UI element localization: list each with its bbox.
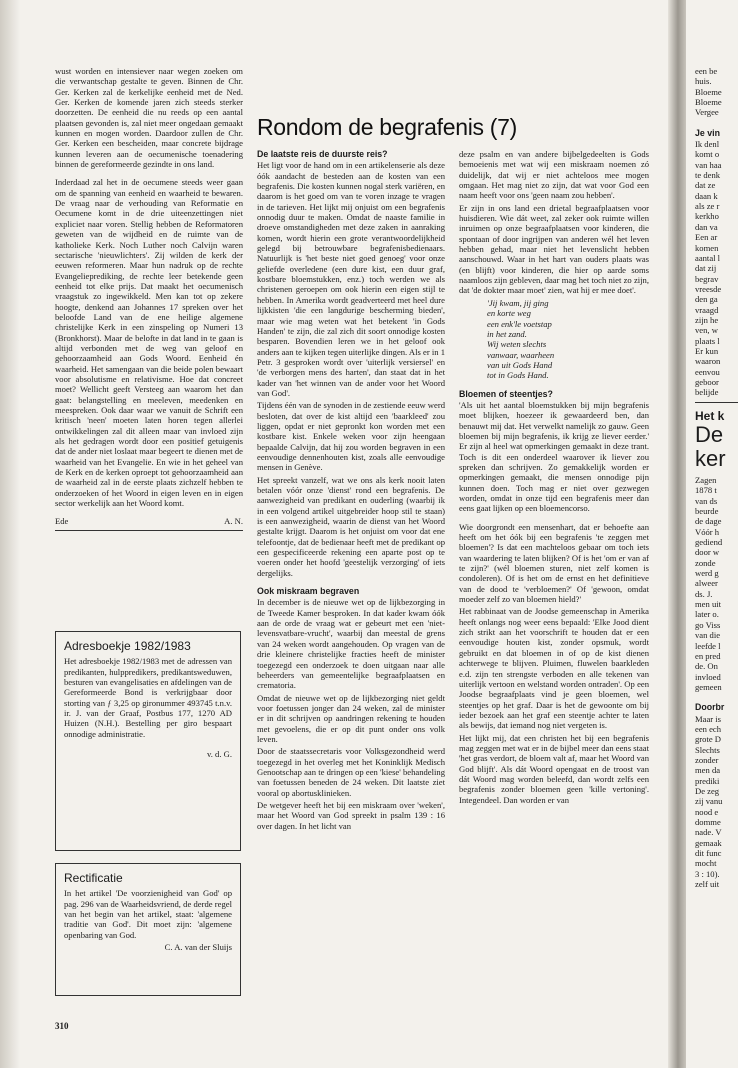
text-line: men da: [695, 765, 721, 776]
text-line: dat ze: [695, 180, 716, 191]
text-line: Bloeme: [695, 86, 722, 97]
text-line: go Viss: [695, 619, 721, 630]
text-line: prediki: [695, 775, 720, 786]
article-column-2: [459, 149, 649, 813]
text-line: de dage: [695, 516, 722, 527]
text-line: men uit: [695, 599, 722, 610]
paragraph: In december is de nieuwe wet op de lijkbezorging in de Tweede Kamer besproken. In dat kader kwam óók aan de orde de vraag wat er gebeurt met een 'niet-levensvatbare-vrucht', waarbij dan meestal de grens van 24 weken wordt aangehouden. Op vragen van de drie kleinere christelijke fracties heeft de minister toegezegd een onderzoek te doen uitgaan naar alle beheerders van gemeentelijke begraafplaatsen en crematoria.: [257, 597, 445, 691]
book-gutter: [668, 0, 686, 1068]
box-text: Het adresboekje 1982/1983 met de adressen van predikanten, hulppredikers, predikantsweduwen, besturen van evangelisaties en afdelingen van de Gereformeerde Bond is verkrijgbaar door storting van ƒ 3,25 op gironummer 493745 t.n.v. ir. J. van der Graaf, Postbus 177, 1270 AD Huizen (N.H.). Bestelling per giro bespaart onnodige administratie.: [64, 656, 232, 739]
text-line: door w: [695, 547, 720, 558]
next-article-kicker: Het k: [695, 408, 725, 423]
text-line: gemaak: [695, 837, 722, 848]
line-group-b: [695, 139, 738, 398]
text-line: Maar is: [695, 713, 722, 724]
paragraph: wust worden en intensiever naar wegen zoeken om die verwantschap gestalte te geven. Binnen de Chr. Ger. Kerken zal de kerkelijke eenheid met de Ned. Ger. Kerken de komende jaren zich steeds sterker doorzetten. De eenheid die nu reeds op een aantal plaatsen gevonden is, zal niet meer ongedaan gemaakt kunnen en mogen worden. Daardoor zullen de Chr. Ger. Kerken een bescheiden, maar concrete bijdrage kunnen leveren aan de oecumenische toenadering binnen de gereformeerde gezindte in ons land.: [55, 66, 243, 170]
box-title: Rectificatie: [64, 871, 123, 885]
text-line: 3 : 10).: [695, 868, 720, 879]
text-line: Slechts: [695, 744, 720, 755]
next-article-title: [695, 423, 738, 471]
text-line: De zeg: [695, 785, 720, 796]
text-line: alweer: [695, 578, 718, 589]
text-line: plaats l: [695, 335, 720, 346]
text-line: komen: [695, 242, 719, 253]
signature-place: Ede: [55, 516, 69, 527]
article-title: Rondom de begrafenis (7): [257, 114, 518, 140]
paragraph: Er zijn in ons land een drietal begraafplaatsen voor huisdieren. Wie dát weet, zal zeker ook ruimte willen inruimen op onze begraafplaatsen voor kinderen, die spontaan of door ingrijpen van anderen wél het leven hebben gehad, maar niet het levenslicht hebben aanschouwd. Waar in het hart van ouders plaats was (en blijft) voor kinderen, die hier op aarde soms naamloos zijn gebleven, daar mag het toch niet zo zijn, dat 'de dokter maar moet' zien, wat hij er mee doet'.: [459, 202, 649, 296]
text-line: een ech: [695, 723, 721, 734]
article-column-1: [257, 149, 445, 839]
text-line: zonde: [695, 557, 716, 568]
paragraph: Omdat de nieuwe wet op de lijkbezorging niet geldt voor foetussen jonger dan 24 weken, zal de minister er in dit schrijven op aandringen rekening te houden met gevoelens, die er op dit punt onder ons volk leven.: [257, 692, 445, 744]
paragraph: 'Als uit het aantal bloemstukken bij mijn begrafenis moet blijken, hoezeer ik gewaardeerd ben, dan benauwt mij dat. Het verwelkt namelijk zo gauw. Geen bloemen bij mijn begrafenis, ik krijg ze liever eerder.' Er zijn al heel wat opmerkingen gemaakt in deze trant. Toch is dit een onderdeel waarover ik liever zou spreken dan schrijven. Zo gemakkelijk worden er opmerkingen gemaakt, die mensen onnodige pijn kunnen doen. Toch mag er niet over gezwegen worden, omdat in onze tijd een begrafenis meer dan eens gaat lijken op een bloemencorso.: [459, 399, 649, 514]
text-line: nood e: [695, 806, 719, 817]
text-line: den ga: [695, 294, 718, 305]
text-line: aantal l: [695, 252, 721, 263]
paragraph: Het spreekt vanzelf, wat we ons als kerk nooit laten betalen vóór onze 'dienst' rond een begrafenis. De aanwezigheid van predikant en ouderling (waarbij ik in een volgend artikel uitgebreider hoop stil te staan) is een aanwezigheid, waarin de dienst van het Woord gestalte krijgt. Daarom is het onjuist om voor dat ene telefoontje, dat de bedienaar heeft met de predikant op een gespecificeerde rekening een aparte post op te voeren onder het hoofd 'geestelijk verzorging' of iets dergelijks.: [257, 474, 445, 578]
paragraph: Wie doorgrondt een mensenhart, dat er behoefte aan heeft om het óók bij een begrafenis 'te zeggen met bloemen'? Is dat een machteloos gebaar om toch iets van waardering te laten blijken? Of is het 'om er van af te zijn?' (wél bloemen sturen, niet zelf komen is condoleren). Of is het om de ernst en het definitieve van de dood te 'verbloemen?' Of 'gewoon, omdat moeder zelf zo van bloemen hield?': [459, 521, 649, 605]
text-line: 1878 t: [695, 485, 717, 496]
text-line: gediend: [695, 537, 723, 548]
text-line: kerkho: [695, 211, 719, 222]
text-line: grote D: [695, 734, 722, 745]
text-line: werd g: [695, 568, 719, 579]
text-line: zonder: [695, 754, 719, 765]
text-line: daan k: [695, 190, 718, 201]
text-line: Vóór h: [695, 526, 720, 537]
text-line: belijde: [695, 387, 719, 398]
section-heading: Bloemen of steentjes?: [459, 388, 553, 399]
text-line: domme: [695, 817, 721, 827]
text-line: Ik denl: [695, 139, 720, 150]
text-line: nade. V: [695, 827, 722, 838]
section-heading: De laatste reis de duurste reis?: [257, 149, 388, 159]
paragraph: deze psalm en van andere bijbelgedeelten is Gods bemoeienis met wat wij een miskraam noemen zó duidelijk, dat wij er niet achteloos mee mogen omgaan. Het mag niet zo zijn, dat wat voor God een naam heeft voor ons 'geen naam zou hebben'.: [459, 149, 649, 201]
text-line: van haa: [695, 159, 722, 170]
paragraph: Het ligt voor de hand om in een artikelenserie als deze óók aandacht de besteden aan de kosten van een begrafenis. Die kosten kunnen nogal sterk variëren, en daarom is het goed om van te voren inzage te vragen in de tarieven. Het lijkt mij onjuist om een begrafenis onnodig duur te maken. Omdat de naaste familie in droeve omstandigheden met deze zaken in aanraking komen, wordt hierin een grote verantwoordelijkheid gelegd bij betrouwbare begrafenisbedienaars. Natuurlijk is 'het beste niet goed genoeg' voor onze geliefde overledene (een dure kist, een duur graf, kostbare bloemstukken, enz.) toch werden we als christenen geroepen om ook hierin een eigen stijl te hebben. In Amerika wordt geadverteerd met heel dure lijkkisten 'die een langdurige bescherming bieden', maar wie mag weten wat het betekent 'in Gods Handen' te zijn, die zal zich dit soort onnodige kosten besparen. Bovendien leren we in het geloof ook anders aan te kijken tegen uiterlijke dingen. Als er in 1 Petr. 3 gesproken wordt over 'uiterlijk versiersel' en 'de verborgen mens des harten', dan staat dat in het kader van 'het winnen van de ander voor het Woord van God'.: [257, 160, 445, 398]
section-heading: Je vin: [695, 127, 720, 138]
text-line: van die: [695, 630, 721, 641]
text-line: komt o: [695, 149, 720, 160]
line-group-c: [695, 475, 738, 692]
text-line: een be: [695, 66, 718, 76]
text-line: huis.: [695, 76, 712, 87]
text-line: invloed: [695, 671, 721, 682]
page-number: 310: [55, 1021, 69, 1031]
box-signature: v. d. G.: [207, 749, 232, 760]
text-line: dat zij: [695, 263, 717, 274]
notice-box-adresboekje: [55, 631, 241, 851]
text-line: begrav: [695, 273, 719, 284]
box-text: In het artikel 'De voorzienigheid van God' op pag. 296 van de Waarheidsvriend, de derde regel van het begin van het artikel, staat: 'algemene traditie van God'. Dit moet zijn: 'algemene openbaring van God.: [64, 888, 232, 940]
poem: 'Jij kwam, jij ging en korte weg een enk'le voetstap in het zand. Wij weten slechts vanwaar, waarheen van uit Gods Hand tot in Gods Hand.: [487, 297, 555, 381]
signature-initials: A. N.: [224, 516, 243, 527]
text-line: dan va: [695, 221, 718, 232]
divider: [695, 402, 738, 403]
text-line: de. On: [695, 661, 718, 672]
paragraph: Het lijkt mij, dat een christen het bij een begrafenis mag zeggen met wat er in de bijbel meer dan eens staat 'het gras verdort, de bloem valt af, maar het Woord van God blijft'. Als dát Woord opengaat en de troost van dát Woord mag worden beleefd, dan wordt zelfs een begrafenis zonder bloemen geen 'kille vertoning'. Integendeel. Dan worden er van: [459, 732, 649, 805]
box-signature: C. A. van der Sluijs: [164, 942, 232, 953]
text-line: Zagen: [695, 475, 717, 485]
paragraph: Door de staatssecretaris voor Volksgezondheid werd toegezegd in het overleg met het Koninklijk Medisch Genootschap aan te dringen op een 'kiese' behandeling van foetussen beneden de 24 weken. Dit laatste ziet vooral op abortusklinieken.: [257, 746, 445, 798]
paragraph: Inderdaad zal het in de oecumene steeds weer gaan om de spanning van eenheid en waarheid te bewaren. De vraag naar de verhouding van Reformatie en Oecumene komt in de drie uiteenzettingen niet expliciet naar voren. Stellig hebben de Reformatoren geweten van de wijdheid en de ruimte van de katholieke Kerk. Noch Luther noch Calvijn waren sectarische 'nieuwlichters'. Zij wilden de kerk der eeuwen reformeren. Maar hun nadruk op de rechte Evangelieprediking, de rechte leer betekende geen eenheid tot elke prijs. Dat maakt het oecumenisch vraagstuk zo ingewikkeld. Men kan tot op zekere hoogte, denkend aan Johannes 17 spreken over het beloofde Land van de ene heilige algemene christelijke Kerk in een zinspeling op Numeri 13 (Bronkhorst). Maar de belofte in dat land in te gaan is altijd verbonden met de weg van geloof en gehoorzaamheid aan Gods Woord. Eenheid én waarheid. Het samengaan van die beide polen bewaart voor absolutisme en relativisme. Hoe dat concreet moet? Wellicht geeft Versteeg aan waarom het dan gaat: belangstelling en meeleven, meedenken en meespreken. Ook daar waar we vanuit de Schrift een kritisch 'neen' moeten laten horen tegen allerlei ontwikkelingen zal dit alleen maar van invloed zijn als het gedragen wordt door een positief getuigenis dat de ander niet loslaat maar begeert te dienen met de waarheid van het Evangelie. En wie in het geheel van de Kerk en de kerken oproept tot gehoorzaamheid aan de waarheid zal in de eerste plaats zichzelf hebben te onderzoeken of het Woord in eigen leven en in eigen sector werkelijk aan het Woord komt.: [55, 177, 243, 509]
page-edge-shadow: [0, 0, 20, 1068]
section-heading: Doorbr: [695, 702, 725, 713]
line-group-a: [695, 66, 738, 118]
text-line: geboor: [695, 376, 719, 387]
text-line: dit func: [695, 848, 722, 859]
title-line: De: [695, 422, 724, 447]
title-line: ker: [695, 446, 726, 471]
text-line: Er kun: [695, 345, 719, 356]
divider: [55, 530, 243, 531]
text-line: en pred: [695, 650, 721, 661]
box-title: Adresboekje 1982/1983: [64, 639, 191, 653]
text-line: Vergee: [695, 107, 719, 118]
section-heading: Ook miskraam begraven: [257, 586, 360, 597]
paragraph: Tijdens één van de synoden in de zestiende eeuw werd besloten, dat over de kist altijd een 'baarkleed' zou liggen, opdat er niet gepronkt kon worden met een kostbare kist. Enkele weken voor zijn heengaan bepaalde Calvijn, dat hij zou worden begraven in een eenvoudige dennenhouten kist, zoals alle eenvoudige mensen in Genève.: [257, 400, 445, 473]
text-line: later o.: [695, 609, 719, 620]
text-line: Een ar: [695, 232, 718, 243]
column-previous-article: [55, 66, 243, 531]
notice-box-rectificatie: [55, 863, 241, 996]
text-line: ds. J.: [695, 588, 713, 599]
text-line: zelf uit: [695, 879, 720, 890]
text-line: mocht: [695, 858, 717, 869]
text-line: te denk: [695, 170, 721, 181]
text-line: leefde l: [695, 640, 721, 651]
text-line: beurde: [695, 506, 719, 517]
text-line: waaron: [695, 356, 721, 367]
text-line: ven, w: [695, 325, 718, 336]
line-group-d: [695, 714, 738, 890]
text-line: vraagd: [695, 304, 719, 315]
text-line: van ds: [695, 495, 718, 506]
text-line: Bloeme: [695, 97, 722, 108]
text-line: gemeen: [695, 681, 722, 692]
text-line: vreesde: [695, 283, 722, 294]
paragraph: Het rabbinaat van de Joodse gemeenschap in Amerika heeft onlangs nog weer eens bepaald: 'Elke Jood dient zich strikt aan het voorschrift te houden dat er een eenvoudige houten kist, zonder opsmuk, wordt gebruikt en dat bloemen in of op de kist dienen achterwege te blijven. Pluimen, fluwelen baarkleden e.d. zijn ten strengste verboden en alle tekenen van uiterlijk vertoon en welstand worden ontraden'. Op een Joodse begraafplaats vind je geen bloemen, wel steentjes op het graf. Daar is het de gewoonte om bij ieder bezoek aan het graf een steentje achter te laten als bewijs, dat iemand nog niet vergeten is.: [459, 606, 649, 731]
next-page-column: [695, 66, 738, 889]
paragraph: De wetgever heeft het bij een miskraam over 'weken', maar het Woord van God spreekt in psalm 139 : 16 over dagen. In het licht van: [257, 799, 445, 831]
text-line: zijn he: [695, 314, 719, 325]
text-line: als ze r: [695, 201, 720, 212]
text-line: eenvou: [695, 366, 720, 377]
text-line: zij vanu: [695, 796, 723, 807]
article-signature: [55, 516, 243, 526]
